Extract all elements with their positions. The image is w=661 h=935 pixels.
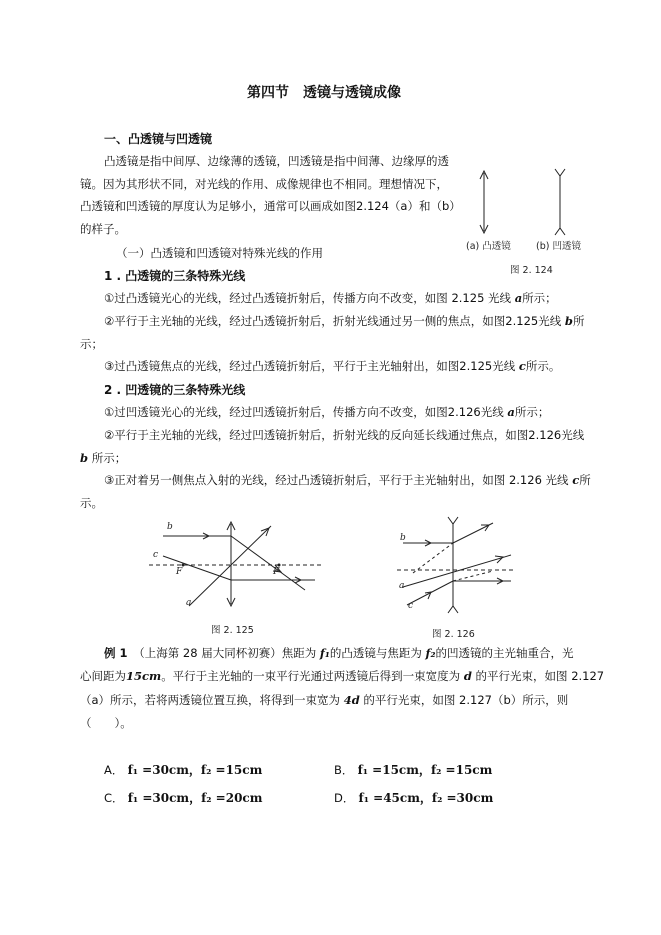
convex-heading: 1 . 凸透镜的三条特殊光线 (104, 269, 246, 283)
ray-label-c: c (408, 601, 414, 611)
paragraph-line: 凸透镜是指中间厚、边缘薄的透镜，凹透镜是指中间薄、边缘厚的透 (104, 154, 449, 168)
focus-label-left: F (176, 567, 183, 577)
concave-heading: 2 . 凹透镜的三条特殊光线 (104, 383, 246, 397)
paragraph-line: 的样子。 (80, 222, 126, 236)
concave-line-3-cont: 示。 (80, 496, 103, 510)
convex-line-1: ①过凸透镜光心的光线，经过凸透镜折射后，传播方向不改变，如图 2.125 光线 a所示； (104, 291, 557, 305)
example-line-4: （ ）。 (80, 716, 132, 730)
concave-line-2-cont: b 所示； (80, 451, 127, 465)
example-line-3: （a）所示，若将两透镜位置互换，将得到一束宽为 4d 的平行光束，如图 2.127（b）所示，则 (80, 693, 569, 707)
ray-label-a: a (186, 598, 192, 608)
ray-label-a: a (399, 581, 405, 591)
option-b[interactable]: B． f₁ =15cm，f₂ =15cm (334, 763, 493, 777)
option-c[interactable]: C． f₁ =30cm，f₂ =20cm (104, 791, 263, 805)
section-heading: 一、凸透镜与凹透镜 (104, 132, 213, 146)
focus-label-right: F (273, 567, 280, 577)
convex-line-2: ②平行于主光轴的光线，经过凸透镜折射后，折射光线通过另一侧的焦点，如图2.125光线 b所 (104, 314, 585, 328)
fig-label-a: (a) 凸透镜 (466, 241, 511, 252)
option-a[interactable]: A． f₁ =30cm，f₂ =15cm (104, 763, 263, 777)
figure-2-126 (393, 515, 518, 615)
ray-label-b: b (167, 522, 173, 532)
concave-line-1: ①过凹透镜光心的光线，经过凹透镜折射后，传播方向不改变，如图2.126光线 a所示； (104, 405, 550, 419)
example-line-2: 心间距为15cm。平行于主光轴的一束平行光通过两透镜后得到一束宽度为 d 的平行光束，如图 2.127 (80, 669, 605, 683)
ray-label-b: b (400, 533, 406, 543)
paragraph-line: 凸透镜和凹透镜的厚度认为足够小，通常可以画成如图2.124（a）和（b） (80, 199, 461, 213)
page-title: 第四节 透镜与透镜成像 (247, 85, 401, 101)
paragraph-line: 镜。因为其形状不同，对光线的作用、成像规律也不相同。理想情况下， (80, 177, 448, 191)
subsection-heading: （一）凸透镜和凹透镜对特殊光线的作用 (116, 246, 323, 260)
fig-label-b: (b) 凹透镜 (536, 241, 581, 252)
concave-line-2: ②平行于主光轴的光线，经过凹透镜折射后，折射光线的反向延长线通过焦点，如图2.126光线 (104, 428, 585, 442)
convex-line-2-cont: 示； (80, 337, 103, 351)
example-line-1: 例 1 （上海第 28 届大同杯初赛）焦距为 f₁的凸透镜与焦距为 f₂的凹透镜的主光轴重合，光 (104, 646, 574, 660)
figure-caption: 图 2. 124 (510, 265, 553, 276)
figure-caption: 图 2. 125 (211, 625, 254, 636)
figure-2-125 (145, 518, 325, 613)
option-d[interactable]: D． f₁ =45cm，f₂ =30cm (334, 791, 494, 805)
ray-label-c: c (153, 550, 159, 560)
concave-line-3: ③正对着另一侧焦点入射的光线，经过凸透镜折射后，平行于主光轴射出，如图 2.126 光线 c所 (104, 473, 591, 487)
convex-line-3: ③过凸透镜焦点的光线，经过凸透镜折射后，平行于主光轴射出，如图2.125光线 c所示。 (104, 359, 561, 373)
figure-caption: 图 2. 126 (432, 629, 475, 640)
